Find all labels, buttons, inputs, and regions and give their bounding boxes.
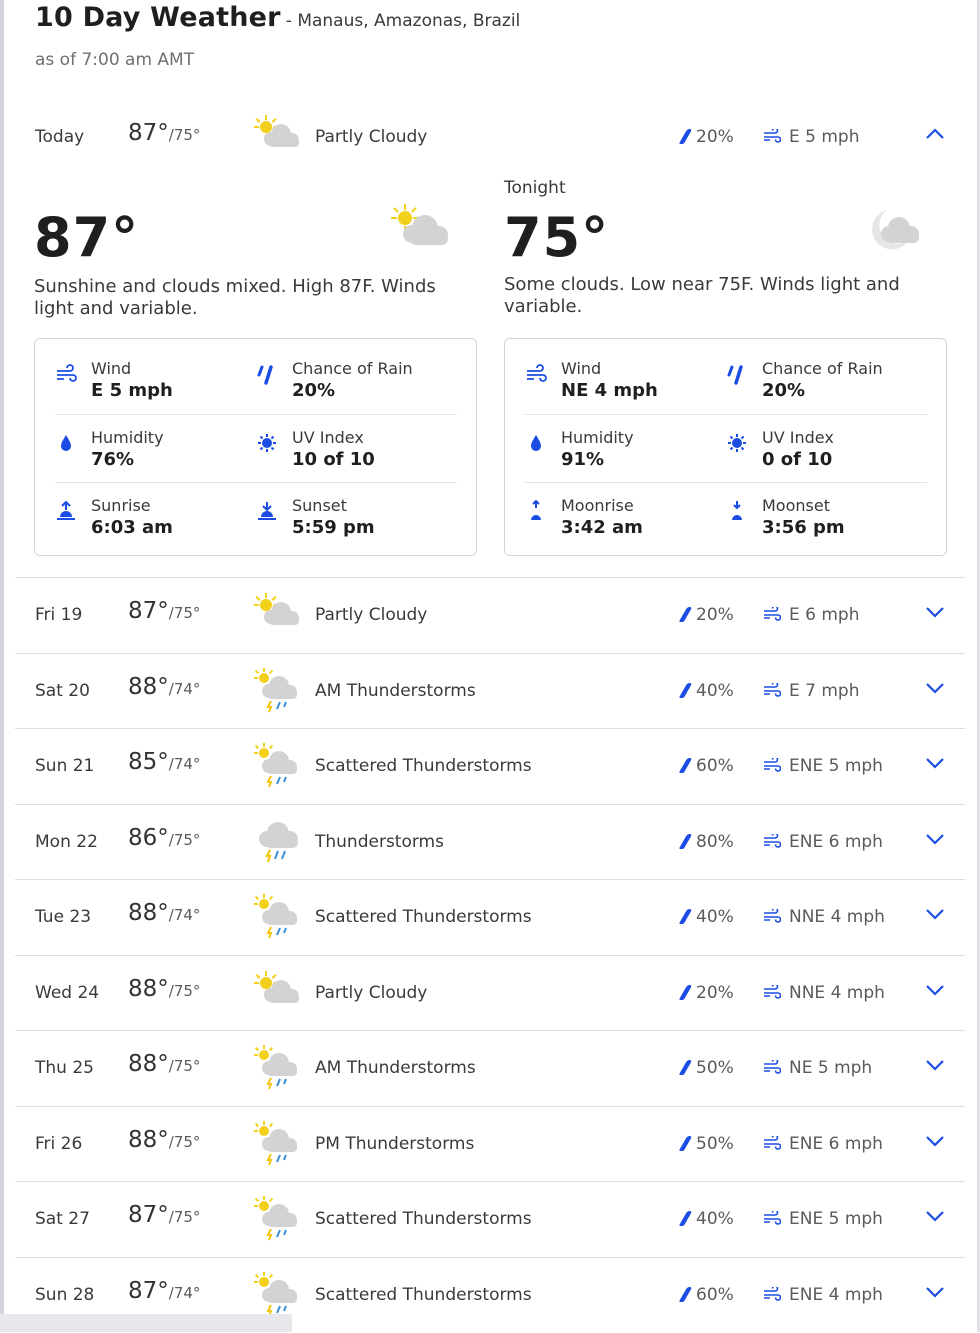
sunset-icon [256, 500, 278, 522]
chevron-down-icon[interactable] [924, 604, 946, 620]
wind-info: ENE 6 mph [763, 832, 883, 852]
wind-stat: Wind NE 4 mph [525, 359, 725, 419]
moonrise-stat: Moonrise 3:42 am [525, 496, 725, 556]
chevron-down-icon[interactable] [924, 982, 946, 998]
condition-label: Scattered Thunderstorms [315, 1284, 532, 1305]
today-detail-panel [15, 170, 965, 572]
wind-info: NNE 4 mph [763, 907, 885, 927]
divider [55, 414, 457, 415]
today-row[interactable] [15, 100, 965, 175]
wind-stat: Wind E 5 mph [55, 359, 255, 419]
horizontal-scrollbar[interactable] [0, 1314, 292, 1332]
temperature-range [128, 120, 200, 146]
low-temp: /75° [168, 1057, 201, 1075]
day-label: Sun 28 [35, 1284, 95, 1305]
chevron-down-icon[interactable] [924, 1284, 946, 1300]
sunrise-stat: Sunrise 6:03 am [55, 496, 255, 556]
forecast-row[interactable] [15, 653, 965, 729]
rain-icon [726, 363, 748, 385]
day-label: Sat 20 [35, 680, 90, 701]
high-temp: 88° [128, 673, 169, 700]
condition-label: Scattered Thunderstorms [315, 756, 532, 776]
humidity-stat: Humidity 76% [55, 428, 255, 488]
storm-icon [251, 817, 305, 865]
wind-icon [763, 1287, 781, 1301]
condition-label: Partly Cloudy [315, 982, 428, 1003]
divider [525, 482, 927, 483]
night-temperature: 75° [504, 206, 610, 269]
wind-icon [763, 1136, 781, 1150]
chevron-up-icon[interactable] [924, 126, 946, 142]
forecast-row[interactable] [15, 804, 965, 880]
high-temp: 87° [128, 1202, 169, 1228]
droplet-icon [525, 432, 547, 454]
low-temp: /75° [168, 830, 201, 849]
high-temp: 86° [128, 824, 169, 851]
wind-info: ENE 6 mph [763, 1134, 883, 1154]
high-temp: 88° [128, 900, 169, 926]
condition-label: AM Thunderstorms [315, 1058, 476, 1078]
rain-stat: Chance of Rain 20% [256, 359, 456, 419]
raindrop-icon [679, 683, 693, 698]
rain-chance: 20% [683, 983, 734, 1003]
tonight-label: Tonight [504, 178, 566, 198]
forecast-row[interactable] [15, 1030, 965, 1106]
sunrise-icon [55, 500, 77, 522]
day-label: Fri 19 [35, 605, 83, 625]
raindrop-icon [679, 985, 693, 1000]
condition-label: PM Thunderstorms [315, 1133, 475, 1154]
raindrop-icon [679, 129, 693, 144]
condition-label: Scattered Thunderstorms [315, 907, 532, 927]
high-temp: 88° [128, 975, 169, 1002]
chevron-down-icon[interactable] [924, 1057, 946, 1073]
high-temp: 87° [128, 598, 169, 624]
chevron-down-icon[interactable] [924, 831, 946, 847]
rain-chance: 60% [683, 756, 734, 776]
rain-chance: 20% [683, 127, 734, 147]
wind-info: NNE 4 mph [763, 983, 885, 1003]
forecast-row[interactable] [15, 879, 965, 955]
low-temp: /75° [168, 126, 201, 144]
wind-icon [763, 129, 781, 143]
high-temp: 87° [128, 1277, 169, 1304]
rain-chance: 50% [683, 1058, 734, 1078]
sun-storm-icon [251, 1194, 305, 1242]
partly-cloudy-icon [387, 200, 457, 260]
uv-stat: UV Index 0 of 10 [726, 428, 926, 488]
partly-cloudy-icon [251, 590, 305, 638]
raindrop-icon [679, 834, 693, 849]
high-temp: 88° [128, 1051, 169, 1077]
uv-sun-icon [256, 432, 278, 454]
wind-info: E 5 mph [763, 127, 860, 147]
wind-icon [763, 834, 781, 848]
night-description: Some clouds. Low near 75F. Winds light and variable. [504, 274, 900, 317]
day-label: Sat 27 [35, 1209, 90, 1229]
cloudy-night-icon [857, 200, 927, 260]
raindrop-icon [679, 758, 693, 773]
low-temp: /75° [168, 604, 201, 622]
temperature-range [128, 1051, 200, 1077]
high-temp: 88° [128, 1126, 169, 1153]
temperature-range [128, 598, 200, 624]
rain-chance: 40% [683, 681, 734, 701]
rain-chance: 50% [683, 1134, 734, 1154]
divider [525, 414, 927, 415]
day-label: Tue 23 [35, 907, 92, 927]
wind-icon [763, 683, 781, 697]
condition-label: AM Thunderstorms [315, 680, 476, 701]
temperature-range [128, 1278, 200, 1304]
wind-icon [55, 363, 77, 385]
page-title: 10 Day Weather [35, 2, 281, 33]
day-label: Thu 25 [35, 1058, 94, 1078]
chevron-down-icon[interactable] [924, 1208, 946, 1224]
low-temp: /74° [168, 1283, 201, 1302]
moonset-stat: Moonset 3:56 pm [726, 496, 926, 556]
page-header [35, 2, 520, 33]
sun-storm-icon [251, 1119, 305, 1167]
low-temp: /74° [168, 679, 201, 698]
temperature-range [128, 749, 200, 775]
temperature-range [128, 900, 200, 926]
wind-info: ENE 5 mph [763, 756, 883, 776]
raindrop-icon [679, 1287, 693, 1302]
chevron-down-icon[interactable] [924, 680, 946, 696]
uv-sun-icon [726, 432, 748, 454]
wind-info: ENE 5 mph [763, 1209, 883, 1229]
chevron-down-icon[interactable] [924, 906, 946, 922]
forecast-row[interactable] [15, 1181, 965, 1257]
day-description: Sunshine and clouds mixed. High 87F. Winds light and variable. [34, 276, 436, 319]
wind-icon [763, 607, 781, 621]
wind-icon [763, 1211, 781, 1225]
raindrop-icon [679, 607, 693, 622]
forecast-row[interactable] [15, 728, 965, 804]
rain-chance: 40% [683, 1209, 734, 1229]
condition-label: Thunderstorms [315, 831, 444, 852]
rain-chance: 60% [683, 1285, 734, 1305]
wind-icon [763, 758, 781, 772]
raindrop-icon [679, 1211, 693, 1226]
high-temp: 87° [128, 120, 169, 146]
wind-info: E 7 mph [763, 681, 860, 701]
chevron-down-icon[interactable] [924, 755, 946, 771]
rain-chance: 80% [683, 832, 734, 852]
humidity-stat: Humidity 91% [525, 428, 725, 488]
night-stats-card [504, 338, 947, 556]
temperature-range [128, 825, 200, 851]
temperature-range [128, 976, 200, 1002]
partly-cloudy-icon [251, 968, 305, 1016]
wind-icon [763, 909, 781, 923]
temperature-range [128, 674, 200, 700]
day-temperature: 87° [34, 206, 140, 269]
rain-icon [256, 363, 278, 385]
day-stats-card [34, 338, 477, 556]
forecast-row[interactable] [15, 577, 965, 653]
sun-storm-icon [251, 666, 305, 714]
raindrop-icon [679, 1136, 693, 1151]
raindrop-icon [679, 909, 693, 924]
condition-label: Partly Cloudy [315, 127, 428, 147]
night-detail [485, 170, 930, 572]
low-temp: /75° [168, 1132, 201, 1151]
rain-chance: 40% [683, 907, 734, 927]
temperature-range [128, 1202, 200, 1228]
day-detail [15, 170, 460, 572]
sun-storm-icon [251, 741, 305, 789]
wind-icon [763, 1060, 781, 1074]
low-temp: /74° [168, 755, 201, 773]
forecast-row[interactable] [15, 955, 965, 1031]
day-label: Mon 22 [35, 831, 98, 852]
wind-info: ENE 4 mph [763, 1285, 883, 1305]
sunset-stat: Sunset 5:59 pm [256, 496, 456, 556]
day-label: Today [35, 127, 85, 147]
day-label: Fri 26 [35, 1133, 83, 1154]
temperature-range [128, 1127, 200, 1153]
day-label: Sun 21 [35, 756, 95, 776]
uv-stat: UV Index 10 of 10 [256, 428, 456, 488]
rain-stat: Chance of Rain 20% [726, 359, 926, 419]
divider [55, 482, 457, 483]
high-temp: 85° [128, 749, 169, 775]
low-temp: /75° [168, 981, 201, 1000]
low-temp: /75° [168, 1208, 201, 1226]
rain-chance: 20% [683, 605, 734, 625]
partly-cloudy-icon [251, 112, 305, 160]
wind-icon [763, 985, 781, 999]
moonrise-icon [525, 500, 547, 522]
day-label: Wed 24 [35, 982, 100, 1003]
chevron-down-icon[interactable] [924, 1133, 946, 1149]
location-label: - Manaus, Amazonas, Brazil [285, 11, 521, 31]
sun-storm-icon [251, 1270, 305, 1318]
wind-info: NE 5 mph [763, 1058, 872, 1078]
low-temp: /74° [168, 906, 201, 924]
sun-storm-icon [251, 1043, 305, 1091]
window-left-edge [0, 0, 4, 1332]
sun-storm-icon [251, 892, 305, 940]
condition-label: Scattered Thunderstorms [315, 1209, 532, 1229]
droplet-icon [55, 432, 77, 454]
forecast-row[interactable] [15, 1106, 965, 1182]
wind-icon [525, 363, 547, 385]
wind-info: E 6 mph [763, 605, 860, 625]
as-of-timestamp: as of 7:00 am AMT [35, 50, 195, 70]
moonset-icon [726, 500, 748, 522]
raindrop-icon [679, 1060, 693, 1075]
condition-label: Partly Cloudy [315, 605, 428, 625]
